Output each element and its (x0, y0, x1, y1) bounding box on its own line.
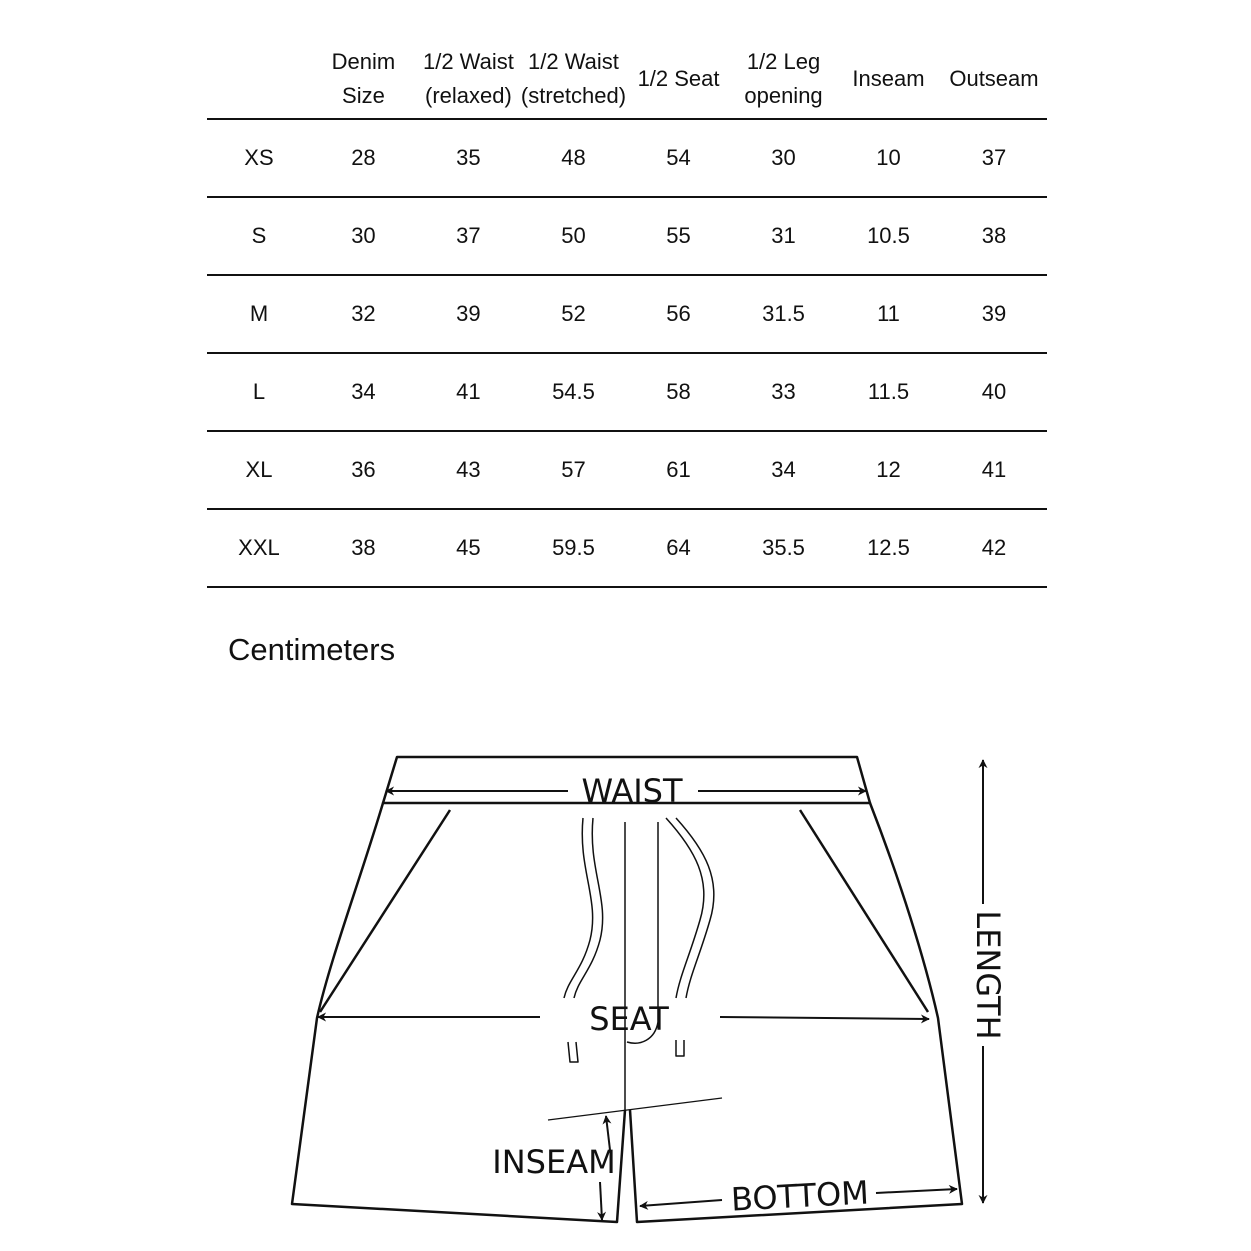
bottom-arrow-left (640, 1200, 722, 1206)
measurement-cell: 41 (941, 431, 1047, 509)
measurement-cell: 40 (941, 353, 1047, 431)
seat-label: SEAT (589, 1000, 669, 1038)
measurement-cell: 33 (731, 353, 836, 431)
bottom-label: BOTTOM (730, 1173, 870, 1219)
measurement-cell: 42 (941, 509, 1047, 587)
measurement-cell: 39 (941, 275, 1047, 353)
size-label-cell: XS (207, 119, 311, 197)
measurement-cell: 54.5 (521, 353, 626, 431)
shorts-outline (292, 757, 962, 1222)
header-cell: 1/2 Leg opening (731, 40, 836, 119)
measurement-cell: 50 (521, 197, 626, 275)
measurement-cell: 64 (626, 509, 731, 587)
measurement-cell: 34 (731, 431, 836, 509)
measurement-cell: 45 (416, 509, 521, 587)
size-label-cell: XXL (207, 509, 311, 587)
measurement-cell: 52 (521, 275, 626, 353)
measurement-cell: 32 (311, 275, 416, 353)
measurement-cell: 35 (416, 119, 521, 197)
measurement-cell: 30 (311, 197, 416, 275)
measurement-cell: 12 (836, 431, 941, 509)
unit-label: Centimeters (228, 632, 396, 667)
measurement-cell: 55 (626, 197, 731, 275)
measurement-cell: 39 (416, 275, 521, 353)
size-label-cell: M (207, 275, 311, 353)
measurement-cell: 54 (626, 119, 731, 197)
measurement-cell: 37 (941, 119, 1047, 197)
bottom-arrow-right (876, 1189, 957, 1193)
header-cell: Denim Size (311, 40, 416, 119)
measurement-cell: 10.5 (836, 197, 941, 275)
header-cell: Inseam (836, 40, 941, 119)
measurement-cell: 31.5 (731, 275, 836, 353)
measurement-cell: 56 (626, 275, 731, 353)
inseam-label: INSEAM (492, 1143, 616, 1181)
size-label-cell: XL (207, 431, 311, 509)
measurement-cell: 43 (416, 431, 521, 509)
size-label-cell: L (207, 353, 311, 431)
size-label-cell: S (207, 197, 311, 275)
measurement-cell: 10 (836, 119, 941, 197)
measurement-cell: 31 (731, 197, 836, 275)
measurement-cell: 41 (416, 353, 521, 431)
header-cell: Outseam (941, 40, 1047, 119)
seat-arrow-right (720, 1017, 929, 1019)
header-cell: 1/2 Waist (stretched) (521, 40, 626, 119)
measurement-arrows (318, 760, 983, 1220)
measurement-cell: 34 (311, 353, 416, 431)
measurement-cell: 30 (731, 119, 836, 197)
measurement-cell: 37 (416, 197, 521, 275)
measurement-cell: 61 (626, 431, 731, 509)
measurement-cell: 58 (626, 353, 731, 431)
length-label: LENGTH (969, 910, 1007, 1040)
inseam-arrow-down (600, 1182, 602, 1220)
measurement-cell: 38 (311, 509, 416, 587)
measurement-cell: 28 (311, 119, 416, 197)
measurement-cell: 38 (941, 197, 1047, 275)
measurement-cell: 48 (521, 119, 626, 197)
measurement-cell: 59.5 (521, 509, 626, 587)
measurement-cell: 12.5 (836, 509, 941, 587)
header-cell: 1/2 Seat (626, 40, 731, 119)
measurement-cell: 36 (311, 431, 416, 509)
header-cell: 1/2 Waist (relaxed) (416, 40, 521, 119)
measurement-cell: 57 (521, 431, 626, 509)
waist-label: WAIST (581, 772, 683, 810)
measurement-cell: 11 (836, 275, 941, 353)
measurement-cell: 11.5 (836, 353, 941, 431)
measurement-cell: 35.5 (731, 509, 836, 587)
